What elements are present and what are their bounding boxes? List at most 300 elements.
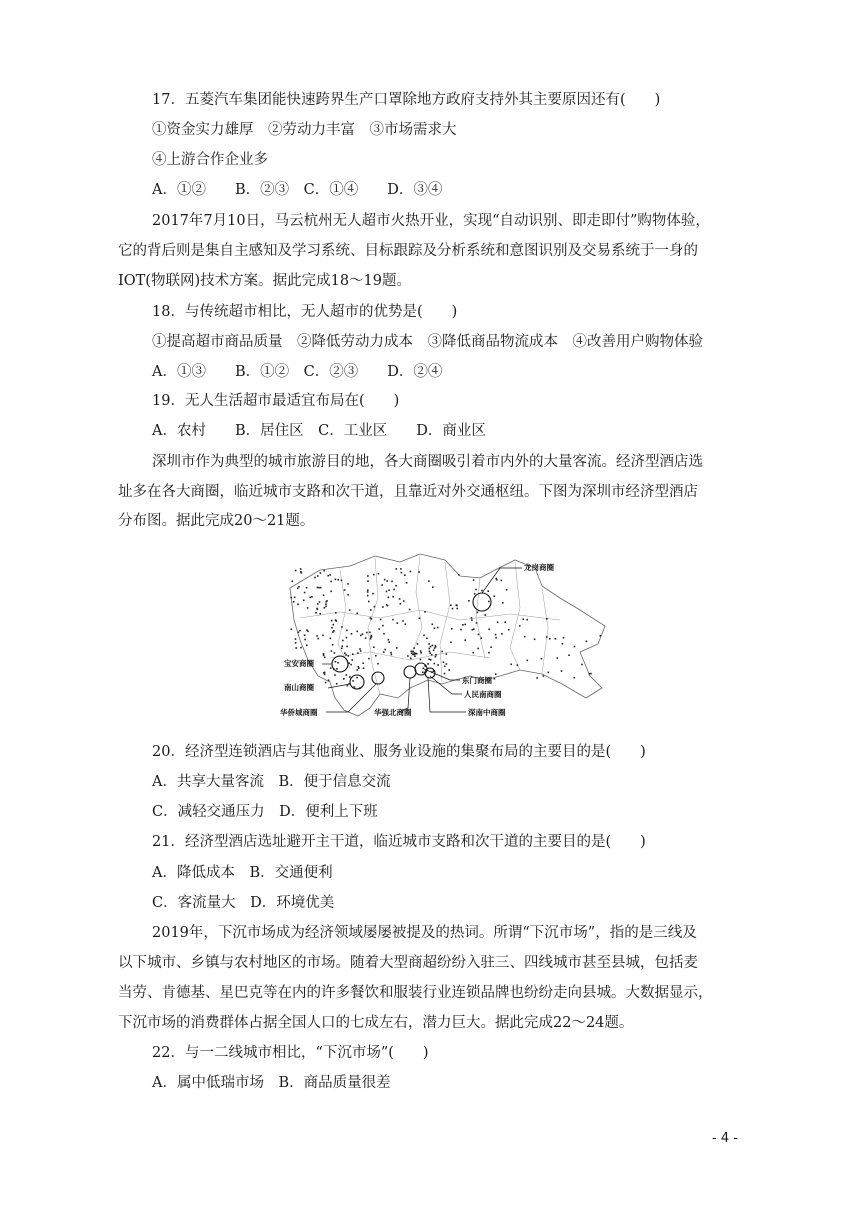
hotel-dot (495, 634, 497, 636)
text-line: 19．无人生活超市最适宜布局在( ) (152, 393, 400, 409)
hotel-dot (412, 651, 414, 653)
hotel-dot (434, 628, 436, 630)
hotel-dots (290, 568, 601, 689)
hotel-dot (304, 592, 306, 594)
hotel-dot (388, 597, 390, 599)
hotel-dot (444, 666, 446, 668)
hotel-dot (359, 648, 361, 650)
hotel-dot (502, 602, 504, 604)
hotel-dot (383, 633, 385, 635)
hotel-dot (331, 627, 333, 629)
hotel-dot (546, 618, 548, 620)
hotel-dot (495, 673, 497, 675)
hotel-dot (356, 613, 358, 615)
hotel-dot (458, 574, 460, 576)
hotel-dot (392, 596, 394, 598)
hotel-dot (472, 629, 474, 631)
hotel-dot (563, 637, 565, 639)
label-renminnan: 人民南商圈 (464, 690, 502, 699)
hotel-dot (382, 606, 384, 608)
hotel-dot (356, 677, 358, 679)
hotel-dot (351, 659, 353, 661)
hotel-dot (323, 570, 325, 572)
hotel-dot (377, 663, 379, 665)
hotel-dot (494, 595, 496, 597)
hotel-dot (471, 619, 473, 621)
hotel-dot (337, 662, 339, 664)
label-huaqiangbei: 华强北商圈 (374, 708, 412, 717)
hotel-dot (450, 642, 452, 644)
hotel-dot (429, 652, 431, 654)
hotel-dot (290, 597, 292, 599)
hotel-dot (316, 635, 318, 637)
hotel-dot (350, 664, 352, 666)
hotel-dot (460, 629, 462, 631)
hotel-dot (586, 641, 588, 643)
hotel-dot (401, 572, 403, 574)
hotel-dot (423, 668, 425, 670)
text-line: 2017年7月10日，马云杭州无人超市火热开业，实现“自动识别、即走即付”购物体验， (152, 213, 710, 229)
hotel-dot (304, 634, 306, 636)
label-nanshan: 南山商圈 (284, 683, 314, 692)
hotel-dot (306, 587, 308, 589)
hotel-dot (358, 667, 360, 669)
hotel-dot (451, 628, 453, 630)
hotel-dot (347, 685, 349, 687)
hotel-dot (472, 652, 474, 654)
hotel-dot (409, 609, 411, 611)
hotel-dot (297, 604, 299, 606)
hotel-dot (297, 588, 299, 590)
hotel-dot (396, 647, 398, 649)
text-line: C．客流量大 D．环境优美 (152, 895, 335, 911)
hotel-dot (393, 589, 395, 591)
hotel-dot (357, 652, 359, 654)
text-line: A．共享大量客流 B．便于信息交流 (152, 774, 391, 790)
hotel-dot (299, 630, 301, 632)
hotel-dot (527, 660, 529, 662)
hotel-dot (536, 677, 538, 679)
hotel-dot (430, 659, 432, 661)
hotel-dot (504, 621, 506, 623)
hotel-dot (367, 575, 369, 577)
hotel-dot (411, 650, 413, 652)
hotel-dot (444, 673, 446, 675)
hotel-dot (435, 656, 437, 658)
hotel-dot (367, 595, 369, 597)
hotel-dot (433, 650, 435, 652)
hotel-dot (420, 650, 422, 652)
hotel-dot (370, 638, 372, 640)
hotel-dot (407, 655, 409, 657)
text-line: 当劳、肯德基、星巴克等在内的许多餐饮和服装行业连锁品牌也纷纷走向县城。大数据显示， (118, 985, 713, 1001)
hotel-dot (323, 655, 325, 657)
hotel-dot (303, 600, 305, 602)
hotel-dot (477, 612, 479, 614)
hotel-dot (543, 675, 545, 677)
huaqiaocheng-circle (372, 672, 384, 684)
huaqiangbei-circle (404, 666, 416, 678)
hotel-dot (344, 589, 346, 591)
hotel-dot (400, 568, 402, 570)
hotel-dot (508, 629, 510, 631)
hotel-dot (574, 677, 576, 679)
hotel-dot (416, 653, 418, 655)
hotel-dot (384, 579, 386, 581)
hotel-dot (432, 586, 434, 588)
hotel-dot (410, 571, 412, 573)
text-line: 21．经济型酒店选址避开主干道，临近城市支路和次干道的主要目的是( ) (152, 834, 646, 850)
text-line: 以下城市、乡镇与农村地区的市场。随着大型商超纷纷入驻三、四线城市甚至县城，包括麦 (118, 955, 698, 971)
hotel-dot (319, 613, 321, 615)
hotel-dot (392, 619, 394, 621)
hotel-dot (341, 648, 343, 650)
hotel-dot (418, 571, 420, 573)
hotel-dot (600, 635, 602, 637)
hotel-dot (367, 589, 369, 591)
hotel-dot (367, 591, 369, 593)
hotel-dot (332, 631, 334, 633)
hotel-dot (490, 646, 492, 648)
text-line: 20．经济型连锁酒店与其他商业、服务业设施的集聚布局的主要目的是( ) (152, 744, 646, 760)
hotel-dot (372, 593, 374, 595)
text-line: A．降低成本 B．交通便利 (152, 865, 333, 881)
hotel-dot (371, 635, 373, 637)
hotel-dot (298, 586, 300, 588)
hotel-dot (562, 643, 564, 645)
label-huaqiaocheng: 华侨城商圈 (280, 708, 318, 717)
hotel-dot (362, 662, 364, 664)
hotel-dot (349, 609, 351, 611)
hotel-dot (397, 622, 399, 624)
hotel-dot (330, 638, 332, 640)
hotel-dot (311, 596, 313, 598)
text-line: C．减轻交通压力 D．便利上下班 (152, 804, 378, 820)
hotel-dot (497, 622, 499, 624)
hotel-dot (432, 645, 434, 647)
hotel-dot (363, 667, 365, 669)
hotel-dot (549, 638, 551, 640)
text-line: 下沉市场的消费群体占据全国人口的七成左右，潜力巨大。据此完成22～24题。 (118, 1015, 634, 1031)
hotel-dot (388, 589, 390, 591)
hotel-dot (410, 658, 412, 660)
hotel-dot (346, 637, 348, 639)
hotel-dot (358, 666, 360, 668)
hotel-dot (318, 587, 320, 589)
hotel-dot (335, 612, 337, 614)
hotel-dot (373, 646, 375, 648)
hotel-dot (561, 670, 563, 672)
hotel-dot (435, 645, 437, 647)
hotel-dot (468, 600, 470, 602)
text-line: A．农村 B．居住区 C．工业区 D．商业区 (152, 423, 486, 439)
hotel-dot (406, 582, 408, 584)
hotel-dot (300, 647, 302, 649)
hotel-dot (342, 646, 344, 648)
hotel-dot (429, 648, 431, 650)
hotel-dot (346, 674, 348, 676)
hotel-dot (443, 661, 445, 663)
hotel-dot (428, 643, 430, 645)
hotel-dot (383, 651, 385, 653)
hotel-dot (378, 573, 380, 575)
hotel-dot (427, 663, 429, 665)
hotel-dot (325, 682, 327, 684)
hotel-dot (428, 580, 430, 582)
hotel-dot (356, 669, 358, 671)
hotel-dot (336, 683, 338, 685)
hotel-dot (366, 632, 368, 634)
hotel-dot (325, 606, 327, 608)
hotel-dot (348, 655, 350, 657)
hotel-dot (420, 652, 422, 654)
hotel-dot (434, 663, 436, 665)
hotel-dot (488, 652, 490, 654)
hotel-dot (330, 667, 332, 669)
hotel-dot (295, 647, 297, 649)
hotel-dot (347, 594, 349, 596)
hotel-dot (506, 589, 508, 591)
hotel-dot (430, 646, 432, 648)
hotel-dot (300, 571, 302, 573)
hotel-dot (437, 664, 439, 666)
hotel-dot (495, 637, 497, 639)
hotel-dot (415, 653, 417, 655)
hotel-dot (324, 657, 326, 659)
hotel-dot (320, 572, 322, 574)
hotel-dot (368, 601, 370, 603)
hotel-dot (435, 654, 437, 656)
hotel-dot (487, 590, 489, 592)
hotel-dot (367, 580, 369, 582)
hotel-dot (405, 623, 407, 625)
hotel-dot (494, 678, 496, 680)
hotel-dot (403, 600, 405, 602)
hotel-dot (346, 630, 348, 632)
hotel-dot (574, 646, 576, 648)
hotel-dot (335, 619, 337, 621)
hotel-dot (329, 574, 331, 576)
hotel-dot (380, 619, 382, 621)
hotel-dot (471, 617, 473, 619)
hotel-dot (473, 579, 475, 581)
hotel-dot (524, 636, 526, 638)
hotel-dot (345, 654, 347, 656)
hotel-dot (298, 632, 300, 634)
hotel-dot (349, 676, 351, 678)
hotel-dot (330, 591, 332, 593)
hotel-dot (474, 593, 476, 595)
hotel-dot (386, 604, 388, 606)
hotel-dot (346, 646, 348, 648)
hotel-dot (331, 620, 333, 622)
hotel-dot (300, 568, 302, 570)
hotel-dot (324, 607, 326, 609)
hotel-dot (422, 672, 424, 674)
hotel-dot (337, 579, 339, 581)
hotel-dot (317, 638, 319, 640)
hotel-dot (441, 651, 443, 653)
hotel-dot (413, 647, 415, 649)
hotel-dot (360, 635, 362, 637)
hotel-dot (362, 633, 364, 635)
hotel-dot (589, 673, 591, 675)
hotel-dot (446, 653, 448, 655)
text-line: ①提高超市商品质量 ②降低劳动力成本 ③降低商品物流成本 ④改善用户购物体验 (152, 334, 703, 350)
text-line: 17．五菱汽车集团能快速跨界生产口罩除地方政府支持外其主要原因还有( ) (152, 92, 661, 108)
hotel-dot (330, 581, 332, 583)
hotel-dot (327, 575, 329, 577)
hotel-dot (315, 612, 317, 614)
hotel-dot (347, 583, 349, 585)
label-shennanzhong: 深南中商圈 (468, 708, 506, 717)
hotel-dot (386, 591, 388, 593)
hotel-dot (396, 568, 398, 570)
text-line: A．①② B．②③ C．①④ D．③④ (152, 182, 443, 198)
hotel-dot (488, 601, 490, 603)
shenzhen-hotel-distribution-map (280, 548, 610, 720)
hotel-dot (411, 652, 413, 654)
page-number: - 4 - (712, 1131, 738, 1146)
text-line: 址多在各大商圈，临近城市支路和次干道，且靠近对外交通枢纽。下图为深圳市经济型酒店 (118, 484, 698, 500)
hotel-dot (437, 627, 439, 629)
hotel-dot (417, 643, 419, 645)
hotel-dot (391, 654, 393, 656)
hotel-dot (414, 655, 416, 657)
hotel-dot (325, 603, 327, 605)
hotel-dot (488, 629, 490, 631)
commercial-circles (332, 593, 491, 689)
hotel-dot (294, 597, 296, 599)
hotel-dot (384, 649, 386, 651)
hotel-dot (462, 624, 464, 626)
text-line: A．属中低瑞市场 B．商品质量很差 (152, 1075, 391, 1091)
label-baoan: 宝安商圈 (284, 659, 314, 668)
text-line: A．①③ B．①② C．②③ D．②④ (152, 364, 443, 380)
text-line: ①资金实力雄厚 ②劳动力丰富 ③市场需求大 (152, 122, 457, 138)
hotel-dot (369, 632, 371, 634)
hotel-dot (306, 629, 308, 631)
hotel-dot (501, 580, 503, 582)
hotel-dot (343, 678, 345, 680)
hotel-dot (484, 614, 486, 616)
hotel-dot (568, 654, 570, 656)
hotel-dot (324, 674, 326, 676)
hotel-dot (420, 659, 422, 661)
hotel-dot (446, 663, 448, 665)
hotel-dot (390, 652, 392, 654)
hotel-dot (496, 579, 498, 581)
text-line: ④上游合作企业多 (152, 152, 268, 168)
text-line: 2019年，下沉市场成为经济领域屡屡被提及的热词。所谓“下沉市场”，指的是三线及 (152, 925, 697, 941)
hotel-dot (322, 635, 324, 637)
hotel-dot (541, 658, 543, 660)
hotel-dot (295, 638, 297, 640)
hotel-dot (402, 620, 404, 622)
hotel-dot (373, 574, 375, 576)
hotel-dot (314, 577, 316, 579)
hotel-dot (304, 639, 306, 641)
hotel-dot (548, 672, 550, 674)
hotel-dot (371, 618, 373, 620)
hotel-dot (295, 570, 297, 572)
hotel-dot (419, 617, 421, 619)
label-dongmen: 东门商圈 (462, 676, 492, 685)
text-line: 分布图。据此完成20～21题。 (118, 513, 315, 529)
hotel-dot (501, 633, 503, 635)
hotel-dot (546, 636, 548, 638)
hotel-dot (517, 664, 519, 666)
hotel-dot (477, 648, 479, 650)
hotel-dot (336, 668, 338, 670)
hotel-dot (368, 658, 370, 660)
hotel-dot (431, 654, 433, 656)
hotel-dot (395, 585, 397, 587)
hotel-dot (293, 601, 295, 603)
hotel-dot (404, 574, 406, 576)
hotel-dot (319, 601, 321, 603)
hotel-dot (555, 638, 557, 640)
hotel-dot (365, 637, 367, 639)
hotel-dot (332, 644, 334, 646)
hotel-dot (399, 598, 401, 600)
hotel-dot (326, 600, 328, 602)
hotel-dot (309, 597, 311, 599)
hotel-dot (341, 626, 343, 628)
hotel-dot (382, 625, 384, 627)
baoan-circle (332, 656, 348, 672)
hotel-dot (452, 608, 454, 610)
hotel-dot (448, 669, 450, 671)
hotel-dot (344, 652, 346, 654)
hotel-dot (307, 607, 309, 609)
hotel-dot (374, 606, 376, 608)
hotel-dot (316, 608, 318, 610)
hotel-dot (291, 629, 293, 631)
hotel-dot (526, 619, 528, 621)
hotel-dot (534, 639, 536, 641)
hotel-dot (335, 579, 337, 581)
hotel-dot (341, 580, 343, 582)
hotel-dot (423, 635, 425, 637)
hotel-dot (334, 674, 336, 676)
district-borders (300, 556, 560, 694)
hotel-dot (378, 628, 380, 630)
hotel-dot (519, 625, 521, 627)
hotel-dot (352, 653, 354, 655)
hotel-dot (456, 608, 458, 610)
hotel-dot (335, 661, 337, 663)
hotel-dot (456, 604, 458, 606)
hotel-dot (400, 603, 402, 605)
hotel-dot (590, 673, 592, 675)
hotel-dot (464, 624, 466, 626)
hotel-dot (476, 622, 478, 624)
hotel-dot (352, 680, 354, 682)
hotel-dot (432, 624, 434, 626)
hotel-dot (581, 664, 583, 666)
hotel-dot (481, 590, 483, 592)
hotel-dot (360, 650, 362, 652)
hotel-dot (356, 631, 358, 633)
hotel-dot (354, 686, 356, 688)
hotel-dot (557, 657, 559, 659)
hotel-dot (428, 659, 430, 661)
text-line: 22．与一二线城市相比，“下沉市场”( ) (152, 1045, 429, 1061)
hotel-dot (331, 650, 333, 652)
hotel-dot (334, 652, 336, 654)
hotel-dot (323, 672, 325, 674)
